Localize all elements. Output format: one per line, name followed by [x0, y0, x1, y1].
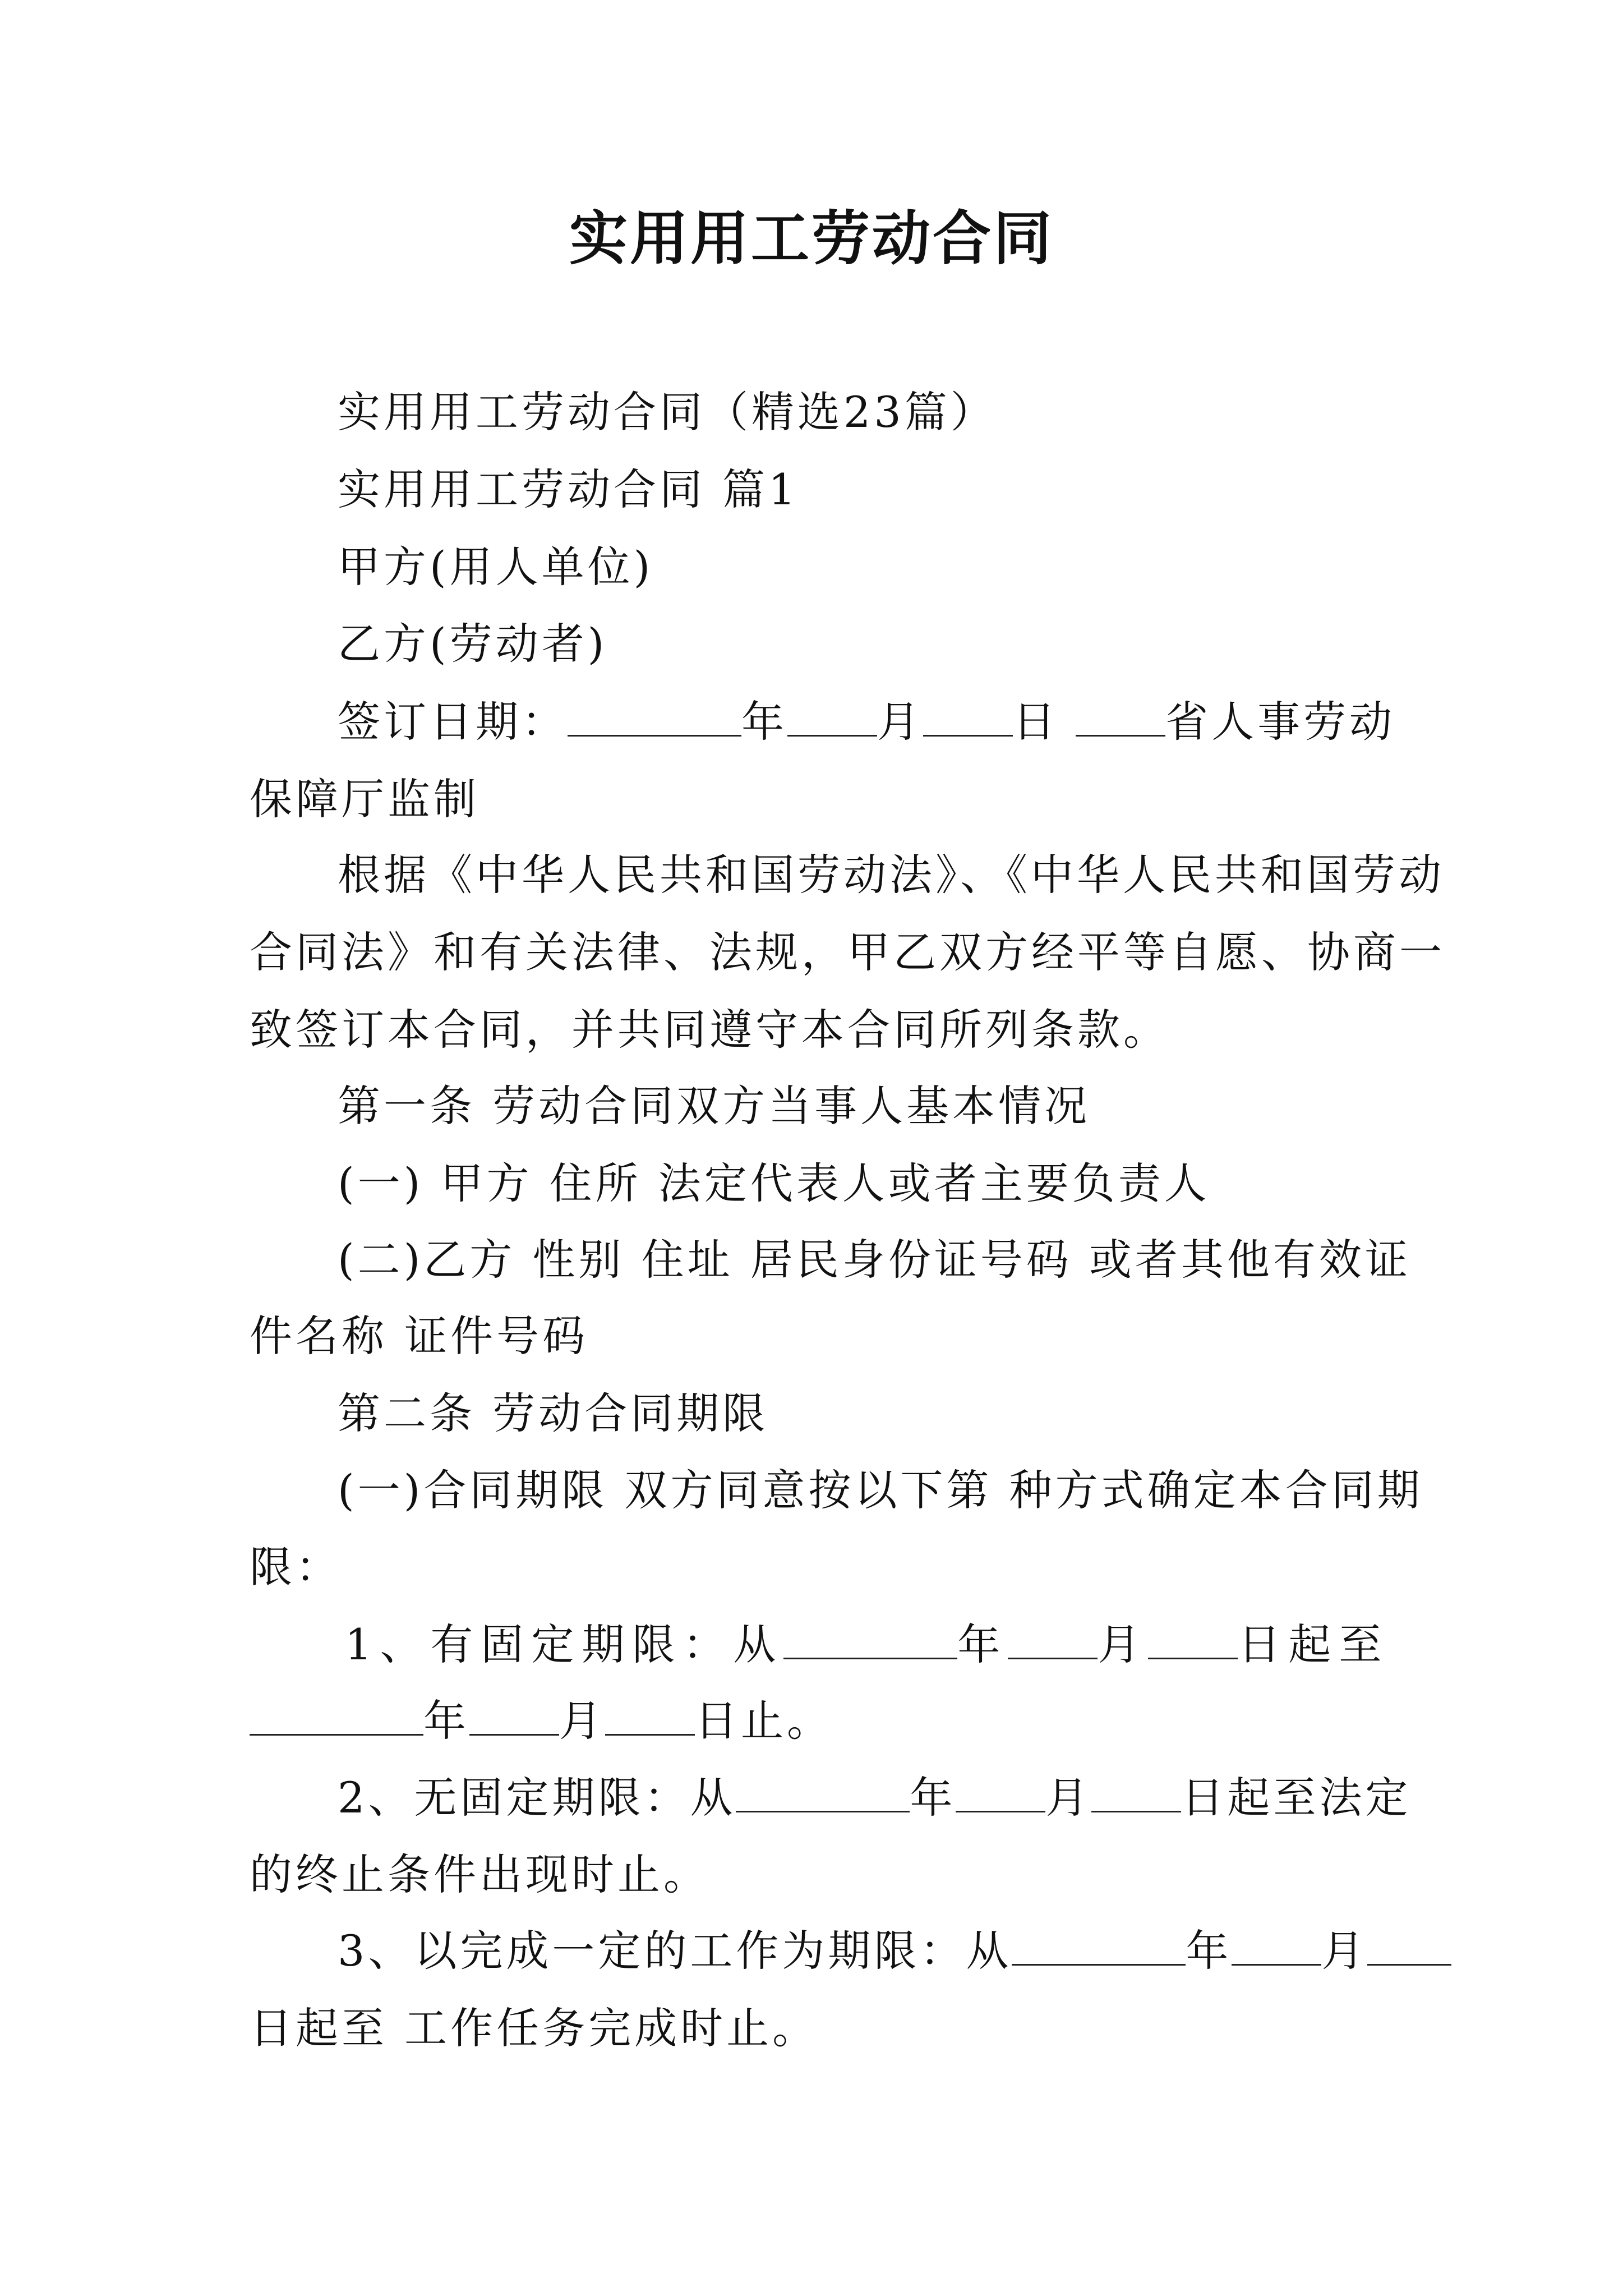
- party-b-label: 乙方(劳动者): [338, 619, 608, 669]
- fixed-term-line-2: [250, 1693, 1394, 1749]
- article-2-item-1: (一)合同期限 双方同意按以下第 种方式确定本合同期: [338, 1465, 1423, 1515]
- sign-date-line: [338, 694, 1394, 750]
- month-label: 月: [1045, 1773, 1092, 1823]
- open-start-day-blank[interactable]: [1091, 1777, 1181, 1812]
- month-label: 月: [1098, 1619, 1149, 1669]
- end-label: 日止。: [695, 1696, 833, 1746]
- year-label: 年: [423, 1696, 469, 1746]
- task-start-day-blank[interactable]: [1367, 1930, 1451, 1966]
- chapter-heading: 实用用工劳动合同 篇1: [338, 464, 799, 514]
- fixed-end-year-blank[interactable]: [250, 1700, 423, 1736]
- year-blank[interactable]: [568, 701, 741, 737]
- article-1-heading: 第一条 劳动合同双方当事人基本情况: [338, 1081, 1091, 1131]
- fixed-start-day-blank[interactable]: [1148, 1624, 1238, 1659]
- sign-date-label: 签订日期：: [338, 697, 568, 747]
- day-label: 日: [1013, 697, 1059, 747]
- day-blank[interactable]: [923, 701, 1013, 737]
- issuer-label: 省人事劳动: [1165, 697, 1396, 747]
- year-label: 年: [1186, 1926, 1232, 1976]
- start-to-label: 日起至法定: [1181, 1773, 1412, 1823]
- party-a-label: 甲方(用人单位): [338, 542, 654, 592]
- fixed-end-month-blank[interactable]: [469, 1700, 559, 1736]
- open-start-year-blank[interactable]: [736, 1777, 910, 1812]
- year-label: 年: [910, 1773, 956, 1823]
- open-term-line-2: 的终止条件出现时止。: [250, 1849, 709, 1899]
- fixed-term-line: [345, 1617, 1401, 1673]
- collection-subtitle: 实用用工劳动合同（精选23篇）: [338, 387, 997, 437]
- month-label: 月: [877, 697, 923, 747]
- basis-line-1: 根据《中华人民共和国劳动法》、《中华人民共和国劳动: [338, 850, 1445, 900]
- basis-line-2: 合同法》和有关法律、法规，甲乙双方经平等自愿、协商一: [250, 927, 1445, 977]
- open-term-label: 2、无固定期限：从: [338, 1773, 736, 1823]
- task-term-label: 3、以完成一定的工作为期限：从: [338, 1926, 1012, 1976]
- task-term-line: [338, 1923, 1394, 1979]
- article-1-item-2: (二)乙方 性别 住址 居民身份证号码 或者其他有效证: [338, 1235, 1411, 1285]
- fixed-term-label: 1、有固定期限：从: [345, 1619, 784, 1669]
- sign-date-line-2: 保障厅监制: [250, 774, 479, 824]
- month-blank[interactable]: [787, 701, 877, 737]
- article-2-heading: 第二条 劳动合同期限: [338, 1388, 769, 1438]
- year-label: 年: [957, 1619, 1008, 1669]
- document-title: 实用用工劳动合同: [569, 204, 1054, 273]
- open-start-month-blank[interactable]: [956, 1777, 1045, 1812]
- task-start-month-blank[interactable]: [1232, 1930, 1321, 1966]
- start-to-label: 日起至: [1238, 1619, 1390, 1669]
- open-term-line: [338, 1770, 1412, 1826]
- article-1-item-2-cont: 件名称 证件号码: [250, 1311, 589, 1361]
- task-start-year-blank[interactable]: [1012, 1930, 1186, 1966]
- article-2-item-1-cont: 限：: [250, 1542, 342, 1592]
- task-term-line-2: 日起至 工作任务完成时止。: [250, 2003, 819, 2053]
- article-1-item-1: (一) 甲方 住所 法定代表人或者主要负责人: [338, 1158, 1210, 1208]
- fixed-start-year-blank[interactable]: [783, 1624, 957, 1659]
- fixed-end-day-blank[interactable]: [605, 1700, 695, 1736]
- province-blank[interactable]: [1076, 701, 1165, 737]
- fixed-start-month-blank[interactable]: [1008, 1624, 1098, 1659]
- year-label: 年: [741, 697, 787, 747]
- month-label: 月: [1321, 1926, 1368, 1976]
- basis-line-3: 致签订本合同，并共同遵守本合同所列条款。: [250, 1005, 1169, 1055]
- month-label: 月: [559, 1696, 605, 1746]
